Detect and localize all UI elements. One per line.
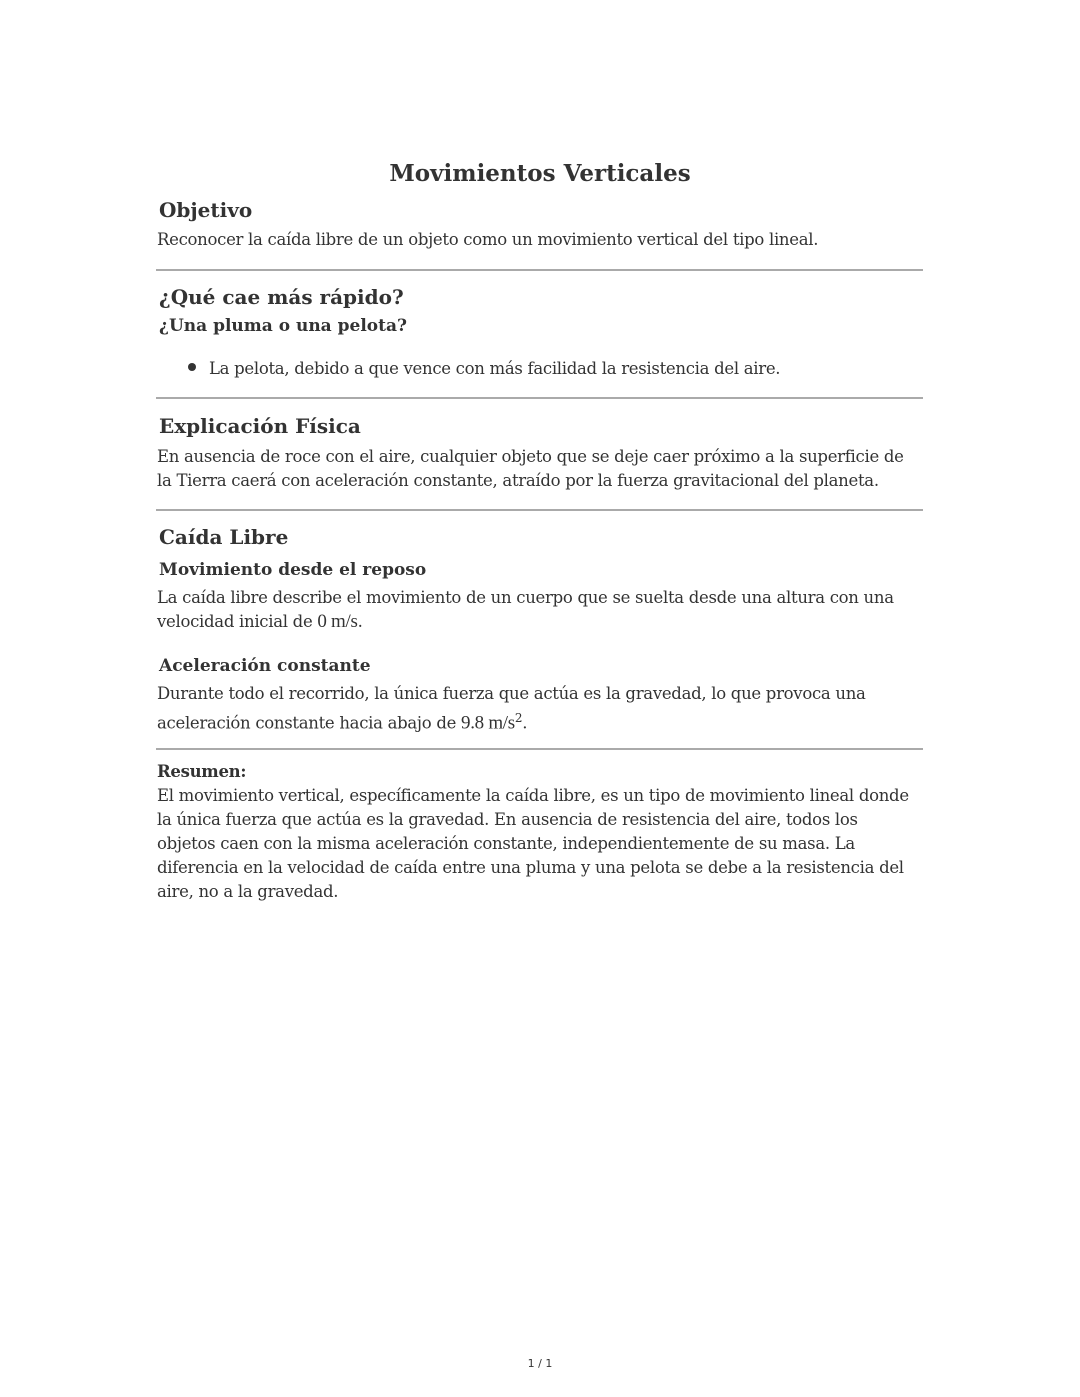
divider	[156, 397, 923, 399]
objetivo-text: Reconocer la caída libre de un objeto como un movimiento vertical del tipo lineal.	[157, 230, 819, 249]
aceleracion-heading: Aceleración constante	[159, 656, 371, 676]
divider	[156, 748, 923, 750]
page-title: Movimientos Verticales	[389, 160, 691, 187]
bullet-icon	[188, 363, 196, 371]
resumen-heading: Resumen:	[157, 762, 247, 781]
pregunta-heading: ¿Qué cae más rápido?	[159, 285, 404, 309]
explicacion-text: En ausencia de roce con el aire, cualquier objeto que se deje caer próximo a la superficie de la Tierra caerá con aceleración constante, atraído por la fuerza gravitacional del planeta.	[157, 447, 904, 490]
aceleracion-text	[157, 682, 897, 736]
divider	[156, 269, 923, 271]
page-indicator: 1 / 1	[527, 1357, 553, 1370]
reposo-text	[157, 586, 917, 634]
explicacion-heading: Explicación Física	[159, 414, 361, 438]
text: La caída libre describe el movimiento de un cuerpo que se suelta desde una altura con una velocidad inicial de	[157, 588, 894, 631]
objetivo-heading: Objetivo	[159, 198, 253, 222]
pregunta-subheading: ¿Una pluma o una pelota?	[159, 316, 407, 336]
text: .	[357, 612, 363, 631]
list-item: La pelota, debido a que vence con más facilidad la resistencia del aire.	[209, 359, 781, 378]
math-velocity: 0 m/s	[317, 611, 358, 632]
text: Durante todo el recorrido, la única fuerza que actúa es la gravedad, lo que provoca una aceleración constante hacia abajo de	[157, 684, 866, 733]
divider	[156, 509, 923, 511]
reposo-heading: Movimiento desde el reposo	[159, 560, 427, 580]
caida-libre-heading: Caída Libre	[159, 525, 289, 549]
math-acceleration: 9.8 m/s	[461, 712, 515, 734]
math-exponent: 2	[514, 711, 523, 725]
text: .	[522, 713, 528, 733]
resumen-text: El movimiento vertical, específicamente la caída libre, es un tipo de movimiento lineal donde la única fuerza que actúa es la gravedad. En ausencia de resistencia del aire, todos los objetos caen con la misma aceleración constante, independientemente de su masa. La diferencia en la velocidad de caída entre una pluma y una pelota se debe a la resistencia del aire, no a la gravedad.	[157, 786, 909, 901]
